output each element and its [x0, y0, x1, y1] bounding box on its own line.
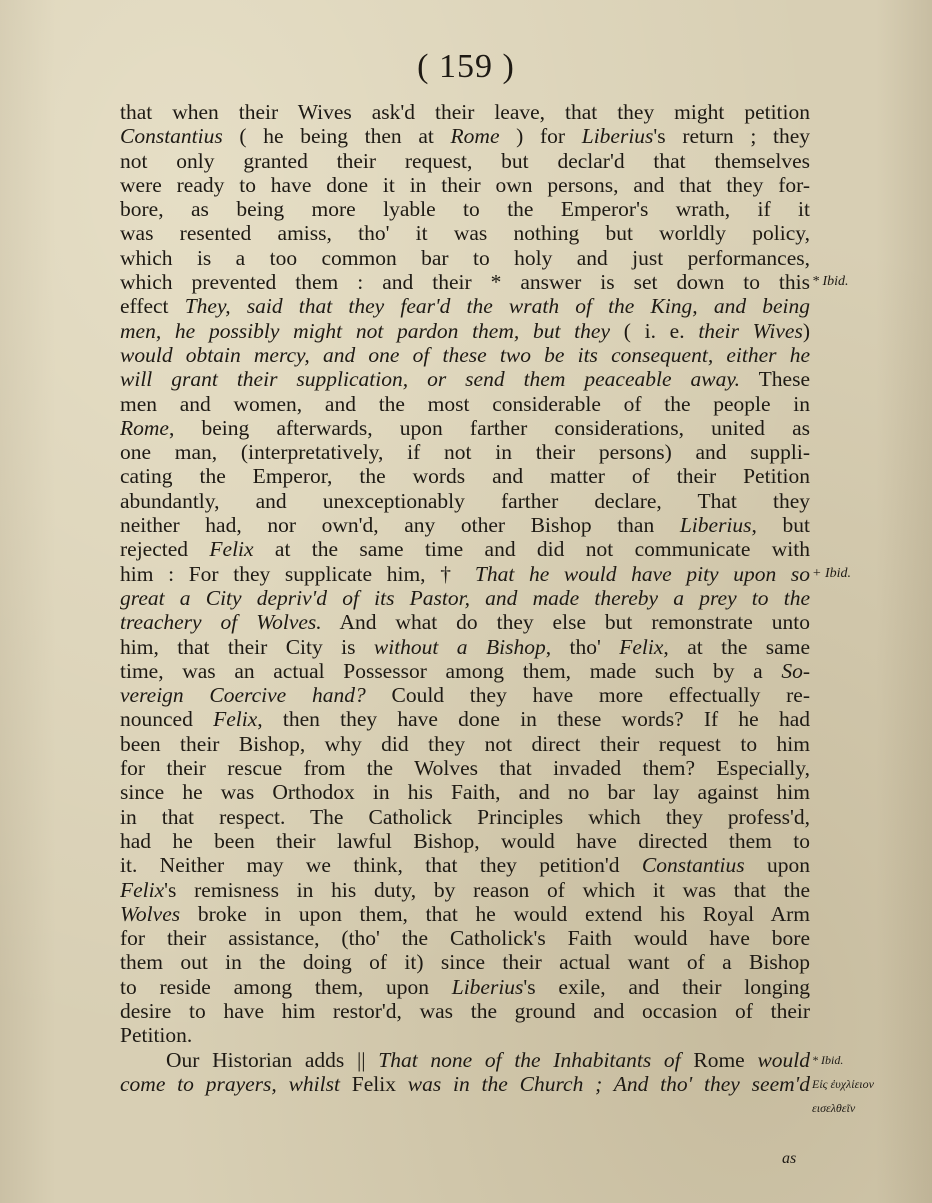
text-line — [120, 489, 810, 513]
roman-text: him, that their City is — [120, 634, 374, 659]
text-line — [120, 1072, 810, 1096]
roman-text: him : For they supplicate him, † — [120, 561, 475, 586]
roman-text: that when their Wives ask'd their leave, that they might petition — [120, 100, 810, 124]
text-line — [120, 878, 810, 902]
italic-text: Constantius — [120, 124, 223, 149]
text-line — [120, 1048, 810, 1072]
text-line — [120, 683, 810, 707]
text-line — [120, 780, 810, 804]
text-line — [120, 756, 810, 780]
text-line — [120, 829, 810, 853]
italic-text: Felix — [120, 877, 165, 902]
italic-text: their Wives — [698, 318, 803, 343]
roman-text: were ready to have done it in their own persons, and that they for- — [120, 172, 810, 197]
roman-text: nounced — [120, 707, 214, 732]
text-line — [120, 197, 810, 221]
roman-text: them out in the doing of it) since their actual want of a Bishop — [120, 950, 810, 975]
text-line — [120, 440, 810, 464]
italic-text: Constantius — [641, 853, 745, 878]
text-line — [120, 537, 810, 561]
roman-text: was resented amiss, tho' it was nothing but worldly policy, — [120, 221, 810, 246]
italic-text: Wolves — [120, 901, 181, 926]
roman-text: ) — [802, 318, 810, 343]
text-line — [120, 343, 810, 367]
roman-text: been their Bishop, why did they not direct their request to him — [120, 731, 810, 756]
italic-text: Liberius — [451, 974, 524, 999]
italic-text: Rome — [120, 415, 169, 440]
roman-text: for their rescue from the Wolves that invaded them? Especially, — [120, 756, 810, 781]
margin-note: εισελθεῖν — [812, 1101, 856, 1116]
margin-note: + Ibid. — [812, 565, 851, 581]
roman-text: broke in upon them, that he would extend his Royal Arm — [180, 901, 810, 926]
text-line — [120, 294, 810, 318]
italic-text: without a Bishop — [373, 634, 546, 659]
text-line — [120, 562, 810, 586]
roman-text: Rome — [680, 1047, 758, 1072]
margin-note: * Ibid. — [812, 274, 849, 290]
roman-text: 's remisness in his duty, by reason of which it was that the — [164, 877, 810, 902]
italic-text: Felix — [213, 707, 258, 732]
body-text — [120, 100, 810, 1096]
roman-text: 's exile, and their longing — [523, 974, 810, 999]
roman-text: for their assistance, (tho' the Catholick's Faith would have bore — [120, 926, 810, 951]
italic-text: Rome — [450, 124, 500, 149]
text-line — [120, 610, 810, 634]
text-line — [120, 513, 810, 537]
roman-text: desire to have him restor'd, was the ground and occasion of their — [120, 998, 810, 1023]
text-line — [120, 173, 810, 197]
italic-text: Liberius — [581, 124, 654, 149]
text-line — [120, 999, 810, 1023]
italic-text: was in the Church ; And tho' they seem'd — [407, 1071, 810, 1096]
roman-text: it. Neither may we think, that they petition'd — [120, 853, 642, 878]
text-line — [120, 926, 810, 950]
roman-text: , but — [751, 513, 810, 538]
text-line — [120, 586, 810, 610]
italic-text: great a City depriv'd of its Pastor, and made thereby a prey to the — [120, 585, 810, 610]
roman-text: , at the same — [663, 634, 810, 659]
italic-text: So- — [781, 658, 810, 683]
roman-text: These — [740, 367, 810, 392]
text-line — [120, 270, 810, 294]
roman-text: 's return ; they — [653, 124, 810, 149]
text-line — [120, 149, 810, 173]
roman-text: abundantly, and unexceptionably farther declare, That they — [120, 488, 810, 513]
text-line — [120, 367, 810, 391]
roman-text: since he was Orthodox in his Faith, and no bar lay against him — [120, 780, 810, 805]
text-line — [120, 975, 810, 999]
roman-text: ( he being then at — [222, 124, 451, 149]
roman-text: ( i. e. — [609, 318, 699, 343]
roman-text: cating the Emperor, the words and matter of their Petition — [120, 464, 810, 489]
text-line — [120, 635, 810, 659]
italic-text: treachery of Wolves. — [120, 610, 322, 635]
text-line — [120, 902, 810, 926]
roman-text: , tho' — [545, 634, 620, 659]
roman-text: time, was an actual Possessor among them, made such by a — [120, 658, 782, 683]
roman-text: effect — [120, 294, 185, 319]
roman-text: Our Historian adds || — [166, 1047, 379, 1072]
text-line — [120, 464, 810, 488]
text-line — [120, 319, 810, 343]
italic-text: would obtain mercy, and one of these two be its consequent, either he — [120, 342, 810, 367]
roman-text: in that respect. The Catholick Principles which they profess'd, — [120, 804, 810, 829]
roman-text: Petition. — [120, 1023, 193, 1048]
italic-text: would — [757, 1047, 810, 1072]
margin-note: Εἰς ἐυχλἰειον — [812, 1077, 874, 1091]
roman-text: neither had, nor own'd, any other Bishop than — [120, 513, 680, 538]
roman-text: to reside among them, upon — [120, 974, 452, 999]
text-line — [120, 707, 810, 731]
text-line — [120, 100, 810, 124]
text-line — [120, 659, 810, 683]
roman-text: which prevented them : and their * answer is set down to this — [120, 270, 810, 295]
roman-text: upon — [744, 853, 810, 878]
text-line — [120, 416, 810, 440]
roman-text: had he been their lawful Bishop, would have directed them to — [120, 828, 810, 853]
text-line — [120, 950, 810, 974]
text-line — [120, 246, 810, 270]
text-line — [120, 805, 810, 829]
margin-note: * Ibid. — [812, 1052, 844, 1067]
italic-text: Felix — [209, 537, 254, 562]
roman-text: bore, as being more lyable to the Emperor's wrath, if it — [120, 197, 810, 222]
italic-text: That he would have pity upon so — [474, 561, 810, 586]
text-line — [120, 392, 810, 416]
roman-text: men and women, and the most considerable of the people in — [120, 391, 810, 416]
roman-text: , being afterwards, upon farther considerations, united as — [168, 415, 810, 440]
roman-text: one man, (interpretatively, if not in their persons) and suppli- — [120, 440, 810, 465]
page-number: ( 159 ) — [417, 48, 515, 85]
italic-text: vereign Coercive hand? — [120, 683, 366, 708]
italic-text: Liberius — [679, 513, 752, 538]
roman-text: Felix — [339, 1071, 408, 1096]
roman-text: which is a too common bar to holy and just performances, — [120, 245, 810, 270]
italic-text: men, he possibly might not pardon them, but they — [120, 318, 610, 343]
text-line — [120, 853, 810, 877]
catchword: as — [782, 1150, 797, 1167]
text-line — [120, 221, 810, 245]
italic-text: come to prayers, whilst — [120, 1071, 340, 1096]
text-line — [120, 1023, 810, 1047]
roman-text: ) for — [499, 124, 582, 149]
roman-text: rejected — [120, 537, 210, 562]
italic-text: That none of the Inhabitants of — [378, 1047, 681, 1072]
roman-text: And what do they else but remonstrate unto — [321, 610, 810, 635]
italic-text: They, said that they fear'd the wrath of the King, and being — [184, 294, 810, 319]
italic-text: will grant their supplication, or send them peaceable away. — [120, 367, 741, 392]
roman-text: not only granted their request, but declar'd that themselves — [120, 148, 810, 173]
roman-text: Could they have more effectually re- — [365, 683, 810, 708]
text-line — [120, 124, 810, 148]
roman-text: at the same time and did not communicate with — [253, 537, 810, 562]
roman-text: , then they have done in these words? If he had — [257, 707, 810, 732]
italic-text: Felix — [619, 634, 664, 659]
text-line — [120, 732, 810, 756]
